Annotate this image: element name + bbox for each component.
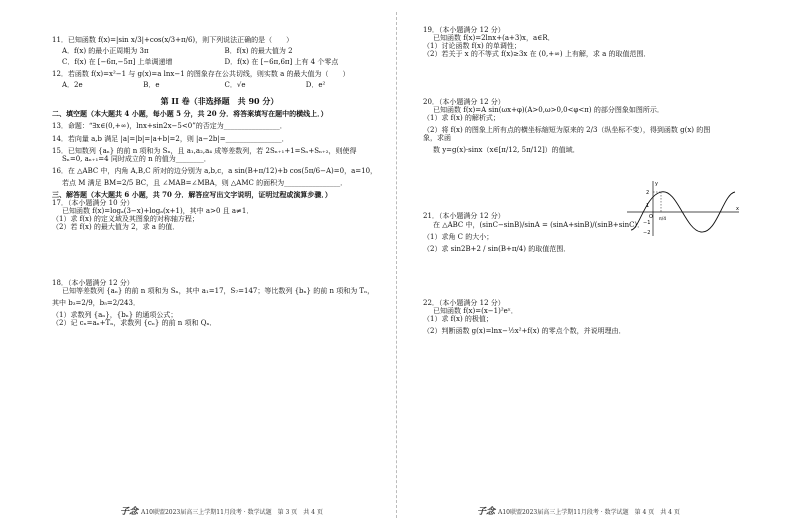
- page-4-footer: [477, 507, 680, 517]
- question-22-stem: 已知函数 f(x)=(x−1)²eˣ．: [433, 306, 518, 315]
- q12-option-a: A．2e: [62, 81, 83, 90]
- question-20-stem: 已知函数 f(x)=A sin(ωx+φ)(A>0,ω>0,0<φ<π) 的部分图象如图所示．: [433, 106, 664, 115]
- footer-text: A10联盟2023届高三上学期11月段考 · 数学试题 第 3 页 共 4 页: [141, 508, 323, 516]
- q12-option-b: B．e: [143, 81, 160, 90]
- q11-options-row1: [62, 47, 387, 55]
- question-17-stem: 已知函数 f(x)=logₐ(3−x)+logₐ(x+1)，其中 a>0 且 a≠1．: [62, 206, 254, 215]
- question-20-part2: （2）将 f(x) 的图象上所有点的横坐标缩短为原来的 2/3（纵坐标不变），得到函数 g(x) 的图象，求函: [423, 126, 711, 143]
- q11-options-row2: [62, 58, 387, 66]
- q11-option-d: D．f(x) 在 [−6π,6π] 上有 4 个零点: [224, 58, 339, 67]
- origin-label: O: [649, 214, 653, 220]
- question-17-header: 17．（本小题满分 10 分）: [52, 198, 134, 207]
- question-22-part1: （1）求 f(x) 的极值；: [423, 314, 493, 323]
- question-20-part2-cont: 数 y=g(x)·sinx（x∈[π/12, 5π/12]）的值域．: [433, 146, 580, 155]
- question-14: 14．若向量 a,b 满足 |a|=|b|=|a+b|=2，则 |a−2b|=________________．: [52, 134, 289, 143]
- question-18-stem2: 其中 b₃=2/9，b₅=2/243．: [52, 299, 140, 308]
- section-fill-in: 二、填空题（本大题共 4 小题，每小题 5 分，共 20 分．将答案填写在题中的横线上．）: [52, 109, 328, 119]
- q11-option-b: B．f(x) 的最大值为 2: [224, 47, 293, 56]
- question-19-part1: （1）讨论函数 f(x) 的单调性；: [423, 42, 521, 51]
- question-19-stem: 已知函数 f(x)=2lnx+(a+3)x，a∈R．: [433, 34, 555, 43]
- question-21-stem: 在 △ABC 中，(sinC−sinB)/sinA = (sinA+sinB)/(sinB+sinC)．: [433, 220, 645, 229]
- tick-pi-over-4: π/4: [659, 217, 667, 222]
- question-21-part1: （1）求角 C 的大小；: [423, 232, 494, 241]
- section-solutions: 三、解答题（本大题共 6 小题，共 70 分．解答应写出文字说明，证明过程或演算步骤．）: [52, 189, 332, 199]
- question-19-header: 19．（本小题满分 12 分）: [423, 26, 505, 34]
- question-22-header: 22．（本小题满分 12 分）: [423, 298, 505, 307]
- question-20-header: 20．（本小题满分 12 分）: [423, 98, 505, 107]
- question-16-line1: 16．在 △ABC 中，内角 A,B,C 所对的边分别为 a,b,c，a sin(B+π/12)+b cos(5π/6−A)=0，a=10，: [52, 166, 378, 175]
- part2-title: 第 II 卷（非选择题 共 90 分）: [160, 96, 279, 107]
- question-18-stem: 已知等差数列 {aₙ} 的前 n 项和为 Sₙ，其中 a₁=17，S₇=147；等比数列 {bₙ} 的前 n 项和为 Tₙ，: [62, 287, 375, 296]
- question-18-part1: （1）求数列 {aₙ}，{bₙ} 的通项公式；: [52, 311, 178, 320]
- question-15-line1: 15．已知数列 {aₙ} 的前 n 项和为 Sₙ，且 a₁,a₂,a₄ 成等差数列，若 2Sₙ₊₁+1=Sₙ+Sₙ₊₂，则使得: [52, 146, 357, 155]
- question-17-part1: （1）求 f(x) 的定义域及其图象的对称轴方程；: [52, 214, 199, 223]
- question-12: 12．若函数 f(x)=x²−1 与 g(x)=a lnx−1 的图象存在公共切线，则实数 a 的最大值为（ ）: [52, 70, 350, 79]
- question-18-header: 18．（本小题满分 12 分）: [52, 278, 134, 287]
- tick-minus-1: −1: [643, 220, 651, 226]
- question-20-part1: （1）求 f(x) 的解析式；: [423, 114, 500, 123]
- question-11: 11．已知函数 f(x)=|sin x/3|+cos(x/3+π/6)，则下列说法正确的是（ ）: [52, 36, 294, 44]
- publisher-logo: 子念: [477, 506, 496, 517]
- question-13: 13．命题：“∃x∈(0,+∞)，lnx+sin2x−5<0”的否定为________________．: [52, 122, 287, 131]
- tick-minus-2: −2: [643, 230, 651, 236]
- question-21-part2: （2）求 sin2B+2 / sin(B+π/4) 的取值范围．: [423, 244, 571, 253]
- question-18-part2: （2）记 cₙ=aₙ+Tₙ，求数列 {cₙ} 的前 n 项和 Qₙ．: [52, 319, 217, 328]
- q12-options: [62, 81, 387, 89]
- question-22-part2: （2）判断函数 g(x)=lnx−½x²+f(x) 的零点个数，并说明理由．: [423, 326, 626, 335]
- q12-option-c: C．√e: [224, 81, 246, 90]
- footer-text: A10联盟2023届高三上学期11月段考 · 数学试题 第 4 页 共 4 页: [498, 508, 680, 516]
- question-17-part2: （2）若 f(x) 的最大值为 2，求 a 的值．: [52, 222, 180, 231]
- page-4: [397, 0, 794, 529]
- question-21-header: 21．（本小题满分 12 分）: [423, 212, 505, 221]
- question-19-part2: （2）若关于 x 的不等式 f(x)≥3x 在 (0,+∞) 上有解，求 a 的取值范围．: [423, 50, 651, 59]
- tick-2: 2: [646, 190, 650, 196]
- q11-option-c: C．f(x) 在 [−6π,−5π] 上单调递增: [62, 58, 173, 67]
- question-16-line2: 若点 M 满足 BM=2/5 BC，且 ∠MAB=∠MBA，则 △AMC 的面积为________________．: [62, 178, 348, 187]
- tick-1: 1: [646, 203, 650, 209]
- page-3-footer: [120, 507, 323, 517]
- y-axis-label: y: [655, 181, 658, 187]
- q11-option-a: A．f(x) 的最小正周期为 3π: [62, 47, 149, 56]
- x-axis-label: x: [736, 206, 739, 212]
- question-15-line2: Sₙ=0, aₙ₊₁=4 同时成立的 n 的值为________．: [62, 154, 211, 163]
- sine-graph-figure: [623, 178, 743, 240]
- q12-option-d: D．e²: [305, 81, 326, 90]
- publisher-logo: 子念: [120, 506, 139, 517]
